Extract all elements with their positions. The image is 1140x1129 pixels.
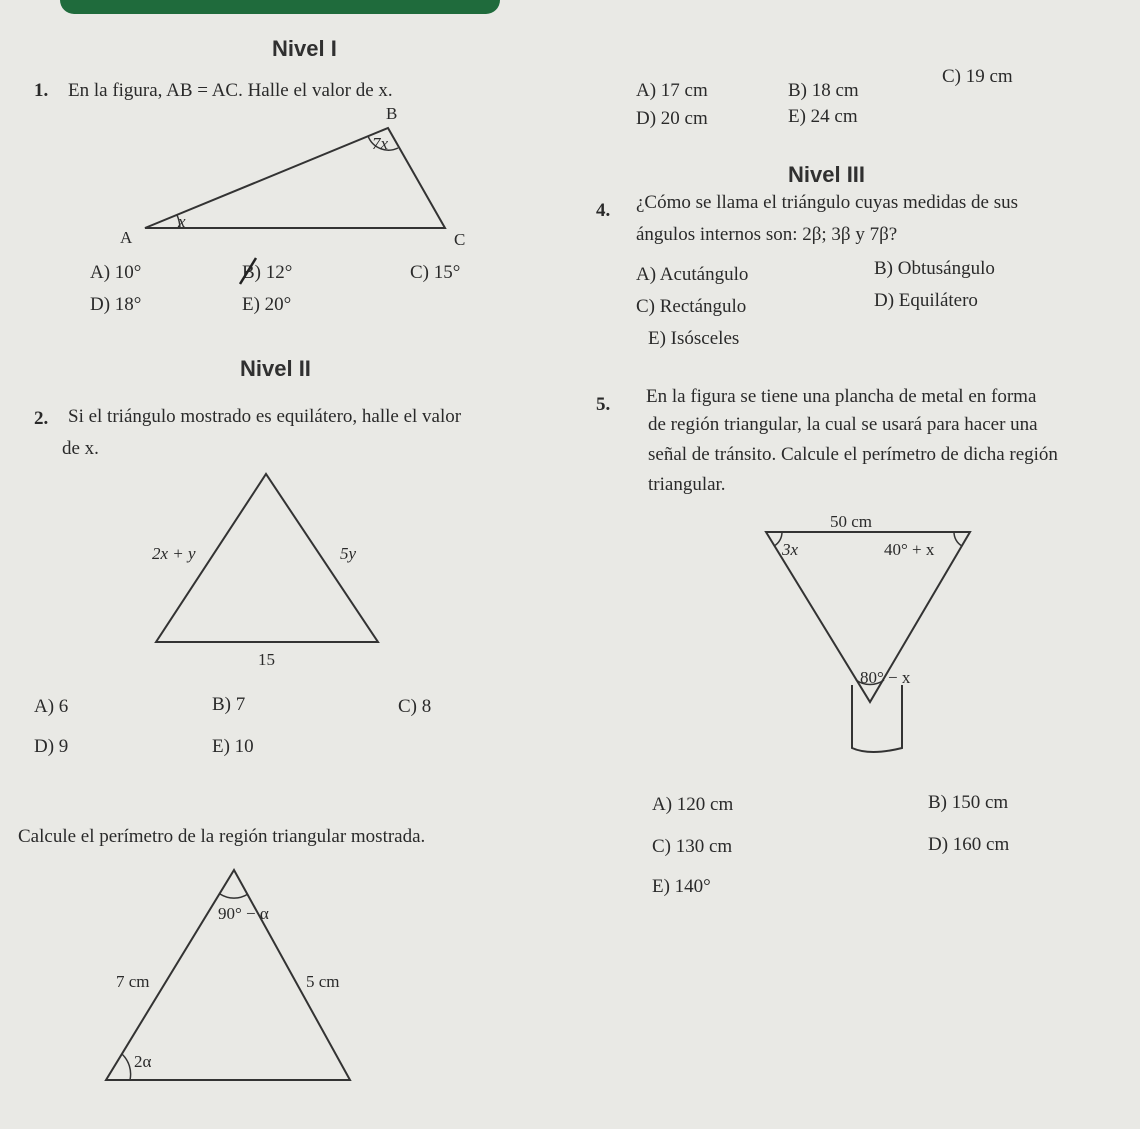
q5-angle-left: 3x (782, 540, 799, 559)
q5-option-a[interactable]: A) 120 cm (652, 794, 734, 815)
q2-line-1: Si el triángulo mostrado es equilátero, halle el valor (68, 406, 462, 427)
top-option-d[interactable]: D) 20 cm (636, 108, 708, 129)
q2-option-a[interactable]: A) 6 (34, 696, 69, 717)
q2-option-d[interactable]: D) 9 (34, 736, 69, 757)
level-2-heading: Nivel II (240, 356, 311, 381)
q3-text: Calcule el perímetro de la región triangular mostrada. (18, 826, 426, 847)
q2-option-b[interactable]: B) 7 (212, 694, 246, 715)
q3-side-left: 7 cm (116, 972, 150, 991)
q2-number: 2. (34, 408, 49, 429)
q1-angle-b: 7x (372, 134, 389, 153)
q1-option-d[interactable]: D) 18° (90, 294, 142, 315)
q1-option-b[interactable]: B) 12° (242, 262, 293, 283)
q4-line-1: ¿Cómo se llama el triángulo cuyas medidas de sus (636, 192, 1019, 213)
q2-option-c[interactable]: C) 8 (398, 696, 432, 717)
q4-option-c[interactable]: C) Rectángulo (636, 296, 747, 317)
q1-number: 1. (34, 80, 49, 101)
q1-vertex-b: B (386, 104, 398, 123)
q5-option-e[interactable]: E) 140° (652, 876, 711, 897)
q4-option-d[interactable]: D) Equilátero (874, 290, 978, 311)
header-banner (60, 0, 500, 14)
q5-top-side: 50 cm (830, 512, 873, 531)
q3-side-right: 5 cm (306, 972, 340, 991)
q1-text: En la figura, AB = AC. Halle el valor de x. (68, 80, 393, 101)
q3-angle-bottom-left: 2α (134, 1052, 152, 1071)
top-option-a[interactable]: A) 17 cm (636, 80, 708, 101)
q4-option-e[interactable]: E) Isósceles (648, 328, 740, 349)
q5-angle-bottom: 80° − x (860, 668, 911, 687)
q5-line-3: señal de tránsito. Calcule el perímetro de dicha región (648, 444, 1058, 465)
q1-option-e[interactable]: E) 20° (242, 294, 292, 315)
level-1-heading: Nivel I (272, 36, 337, 61)
q5-line-2: de región triangular, la cual se usará para hacer una (648, 414, 1038, 435)
q5-line-4: triangular. (648, 474, 726, 495)
q4-option-b[interactable]: B) Obtusángulo (874, 258, 995, 279)
q1-option-a[interactable]: A) 10° (90, 262, 142, 283)
q2-side-bottom: 15 (258, 650, 275, 669)
q1-angle-a: x (178, 212, 186, 231)
q5-line-1: En la figura se tiene una plancha de metal en forma (646, 386, 1037, 407)
q2-option-e[interactable]: E) 10 (212, 736, 254, 757)
top-option-c[interactable]: C) 19 cm (942, 66, 1013, 87)
q2-line-2: de x. (62, 438, 99, 459)
level-3-heading: Nivel III (788, 162, 866, 187)
q1-triangle-figure (140, 120, 460, 240)
q4-line-2: ángulos internos son: 2β; 3β y 7β? (636, 224, 898, 245)
q5-number: 5. (596, 394, 611, 415)
q2-side-left: 2x + y (152, 544, 196, 563)
q1-vertex-a: A (120, 228, 133, 247)
q5-option-c[interactable]: C) 130 cm (652, 836, 733, 857)
q4-option-a[interactable]: A) Acutángulo (636, 264, 749, 285)
top-option-e[interactable]: E) 24 cm (788, 106, 858, 127)
q2-side-right: 5y (340, 544, 357, 563)
q1-vertex-c: C (454, 230, 466, 249)
q5-angle-right: 40° + x (884, 540, 935, 559)
q1-option-c[interactable]: C) 15° (410, 262, 461, 283)
q3-angle-top: 90° − α (218, 904, 269, 923)
q5-option-b[interactable]: B) 150 cm (928, 792, 1009, 813)
q1-answer-mark (236, 256, 262, 286)
q5-option-d[interactable]: D) 160 cm (928, 834, 1010, 855)
q4-number: 4. (596, 200, 611, 221)
top-option-b[interactable]: B) 18 cm (788, 80, 859, 101)
